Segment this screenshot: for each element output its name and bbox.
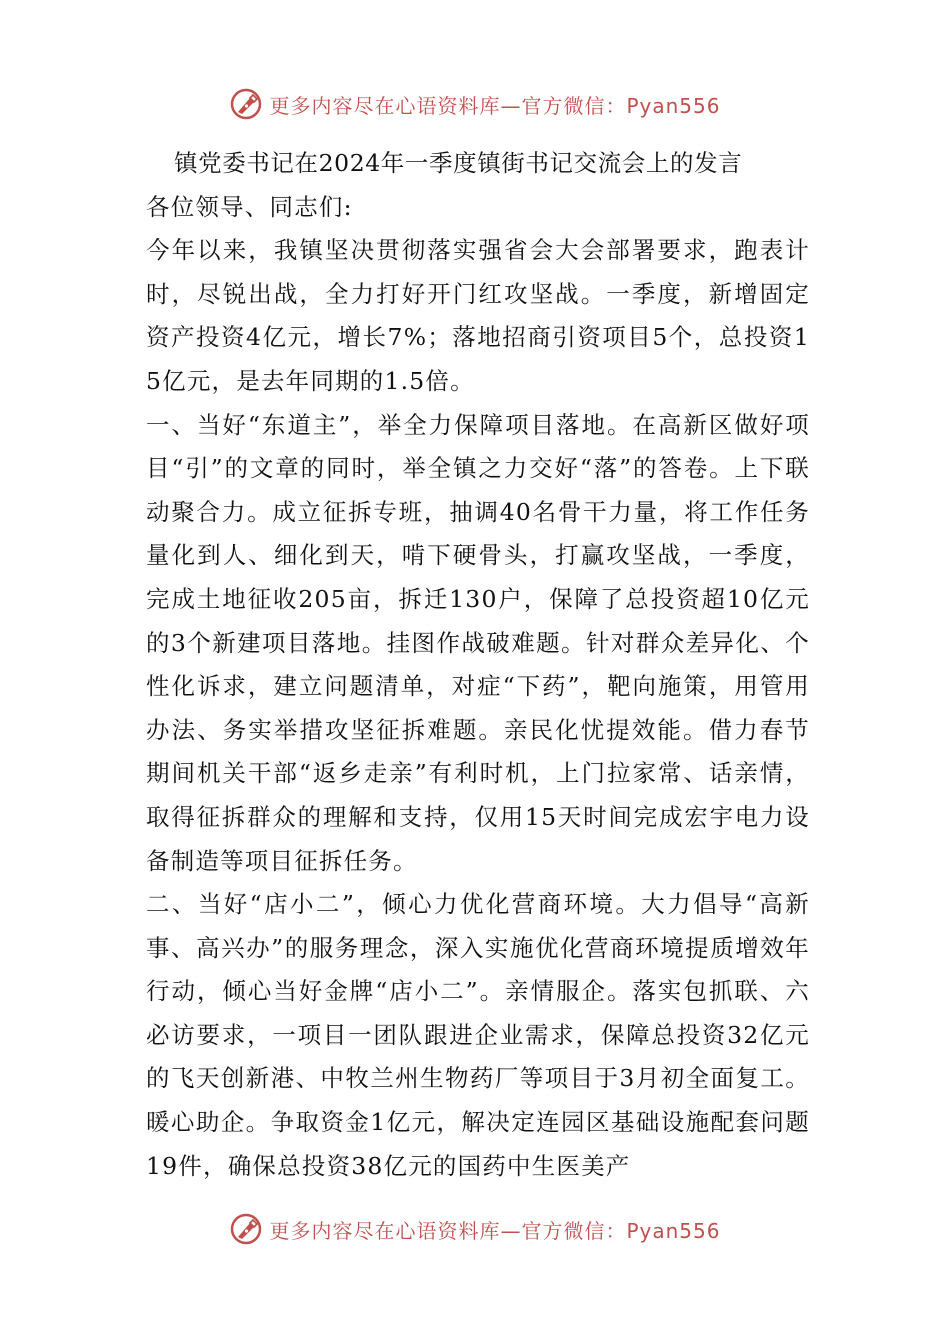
paragraph-section-one: 一、当好“东道主”，举全力保障项目落地。在高新区做好项目“引”的文章的同时，举全镇之力交好“落”的答卷。上下联动聚合力。成立征拆专班，抽调40名骨干力量，将工作任务量化到人、细化到天，啃下硬骨头，打赢攻坚战，一季度，完成土地征收205亩，拆迁130户，保障了总投资超10亿元的3个新建项目落地。挂图作战破难题。针对群众差异化、个性化诉求，建立问题清单，对症“下药”，靶向施策，用管用办法、务实举措攻坚征拆难题。亲民化忧提效能。借力春节期间机关干部“返乡走亲”有利时机，上门拉家常、话亲情，取得征拆群众的理解和支持，仅用15天时间完成宏宇电力设备制造等项目征拆任务。 — [146, 410, 810, 875]
paragraph-intro: 今年以来，我镇坚决贯彻落实强省会大会部署要求，跑表计时，尽锐出战，全力打好开门红攻坚战。一季度，新增固定资产投资4亿元，增长7%；落地招商引资项目5个，总投资15亿元，是去年同期的1.5倍。 — [146, 236, 810, 395]
document-body — [146, 142, 810, 1188]
salutation: 各位领导、同志们: — [146, 192, 353, 221]
watermark-text: 更多内容尽在心语资料库—官方微信：Pyan556 — [269, 93, 721, 118]
document-title: 镇党委书记在2024年一季度镇街书记交流会上的发言 — [174, 149, 743, 177]
pen-nib-logo-icon — [229, 87, 263, 121]
header-watermark — [0, 84, 950, 124]
footer-watermark — [0, 1209, 950, 1249]
watermark-text: 更多内容尽在心语资料库—官方微信：Pyan556 — [269, 1218, 721, 1243]
paragraph-section-two: 二、当好“店小二”，倾心力优化营商环境。大力倡导“高新事、高兴办”的服务理念，深入实施优化营商环境提质增效年行动，倾心当好金牌“店小二”。亲情服企。落实包抓联、六必访要求，一项目一团队跟进企业需求，保障总投资32亿元的飞天创新港、中牧兰州生物药厂等项目于3月初全面复工。暖心助企。争取资金1亿元，解决定连园区基础设施配套问题19件，确保总投资38亿元的国药中生医美产 — [146, 890, 810, 1180]
pen-nib-logo-icon — [229, 1212, 263, 1246]
